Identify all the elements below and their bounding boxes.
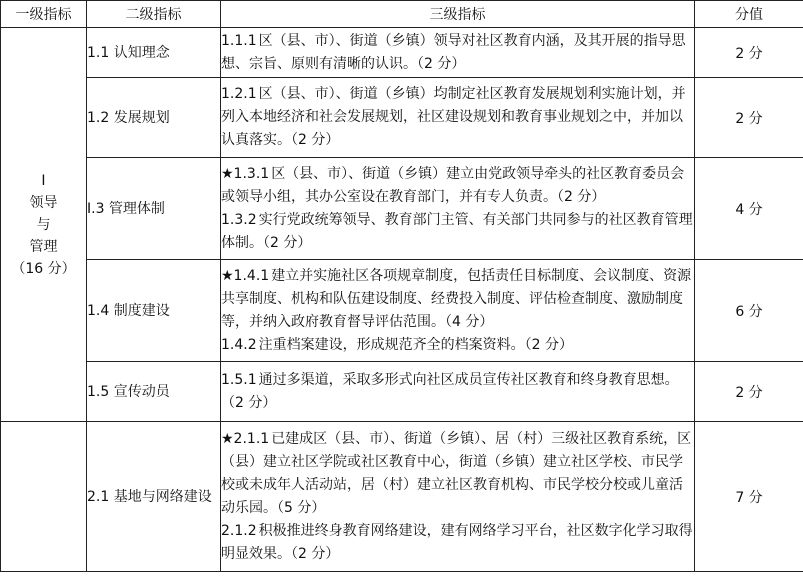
criterion-code: 1.1.1	[221, 32, 257, 49]
level2-cell: 1.4 制度建设	[87, 260, 221, 362]
level1-roman: I	[41, 172, 46, 189]
criterion-code: ★1.3.1	[221, 165, 270, 182]
criterion-text: 积极推进终身教育网络建设，建有网络学习平台，社区数字化学习取得明显效果。（2 分）	[221, 522, 693, 562]
criterion-text: 区（县、市）、街道（乡镇）建立由党政领导牵头的社区教育委员会或领导小组，其办公室设在教育部门，并有专人负责。（2 分）	[221, 165, 685, 205]
level1-label-part: 领导	[29, 194, 58, 211]
criterion-code: 2.1.2	[221, 522, 257, 539]
level2-cell: 1.5 宣传动员	[87, 362, 221, 422]
level2-cell: 2.1 基地与网络建设	[87, 422, 221, 572]
level2-cell: 1.2 发展规划	[87, 78, 221, 158]
criterion-item	[221, 30, 694, 76]
table-row	[1, 78, 803, 158]
level3-cell	[221, 158, 695, 260]
level1-points: （16 分）	[11, 260, 76, 277]
criterion-item	[221, 83, 694, 152]
criterion-text: 注重档案建设，形成规范齐全的档案资料。（2 分）	[258, 336, 573, 353]
criterion-item	[221, 520, 694, 566]
criterion-item	[221, 428, 694, 520]
criterion-code: 1.4.2	[221, 336, 257, 353]
criterion-code: ★1.4.1	[221, 267, 270, 284]
criterion-text: 区（县、市）、街道（乡镇）领导对社区教育内涵，及其开展的指导思想、宗旨、原则有清晰的认识。（2 分）	[221, 32, 686, 72]
criterion-code: 1.3.2	[221, 211, 257, 228]
score-cell: 2 分	[695, 78, 803, 158]
table-row	[1, 260, 803, 362]
criterion-item	[221, 265, 694, 334]
score-cell: 6 分	[695, 260, 803, 362]
level3-cell	[221, 78, 695, 158]
score-cell: 2 分	[695, 362, 803, 422]
table-row	[1, 422, 803, 572]
criterion-code: 1.2.1	[221, 86, 257, 102]
level2-cell: 1.1 认知理念	[87, 28, 221, 78]
score-cell: 2 分	[695, 28, 803, 78]
header-level2: 二级指标	[87, 1, 221, 28]
criterion-text: 已建成区（县、市）、街道（乡镇）、居（村）三级社区教育系统，区（县）建立社区学院或社区教育中心，街道（乡镇）建立社区学校、市民学校或未成年人活动站，居（村）建立社区教育机构、市民学校分校或儿童活动乐园。（5 分）	[221, 430, 692, 516]
criterion-item	[221, 163, 694, 209]
header-level3: 三级指标	[221, 1, 695, 28]
level3-cell	[221, 422, 695, 572]
score-cell: 7 分	[695, 422, 803, 572]
level3-cell	[221, 260, 695, 362]
table-row	[1, 362, 803, 422]
level1-label-part: 与	[36, 216, 51, 233]
criterion-text: 实行党政统筹领导、教育部门主管、有关部门共同参与的社区教育管理体制。（2 分）	[221, 211, 693, 251]
table-body	[1, 28, 803, 572]
criterion-text: 通过多渠道，采取多形式向社区成员宣传社区教育和终身教育思想。（2 分）	[221, 371, 679, 411]
criterion-text: 区（县、市）、街道（乡镇）均制定社区教育发展规划利实施计划，并列入本地经济和社会发展规划，社区建设规划和教育事业规划之中，并加以认真落实。（2 分）	[221, 86, 686, 148]
criterion-item	[221, 334, 694, 357]
level2-cell: I.3 管理体制	[87, 158, 221, 260]
level1-label-part: 管理	[29, 238, 58, 255]
table-row	[1, 28, 803, 78]
level1-cell-empty	[1, 422, 87, 572]
table-header	[1, 1, 803, 28]
criterion-code: 1.5.1	[221, 371, 257, 388]
header-level1: 一级指标	[1, 1, 87, 28]
level3-cell	[221, 362, 695, 422]
criterion-item	[221, 369, 694, 415]
table-row	[1, 158, 803, 260]
criterion-text: 建立并实施社区各项规章制度，包括责任目标制度、会议制度、资源共享制度、机构和队伍建设制度、经费投入制度、评估检查制度、激励制度等，并纳入政府教育督导评估范围。（4 分）	[221, 267, 692, 330]
level1-cell-leadership	[1, 28, 87, 422]
header-score: 分值	[695, 1, 803, 28]
criterion-code: ★2.1.1	[221, 430, 270, 447]
level3-cell	[221, 28, 695, 78]
criterion-item	[221, 209, 694, 255]
score-cell: 4 分	[695, 158, 803, 260]
